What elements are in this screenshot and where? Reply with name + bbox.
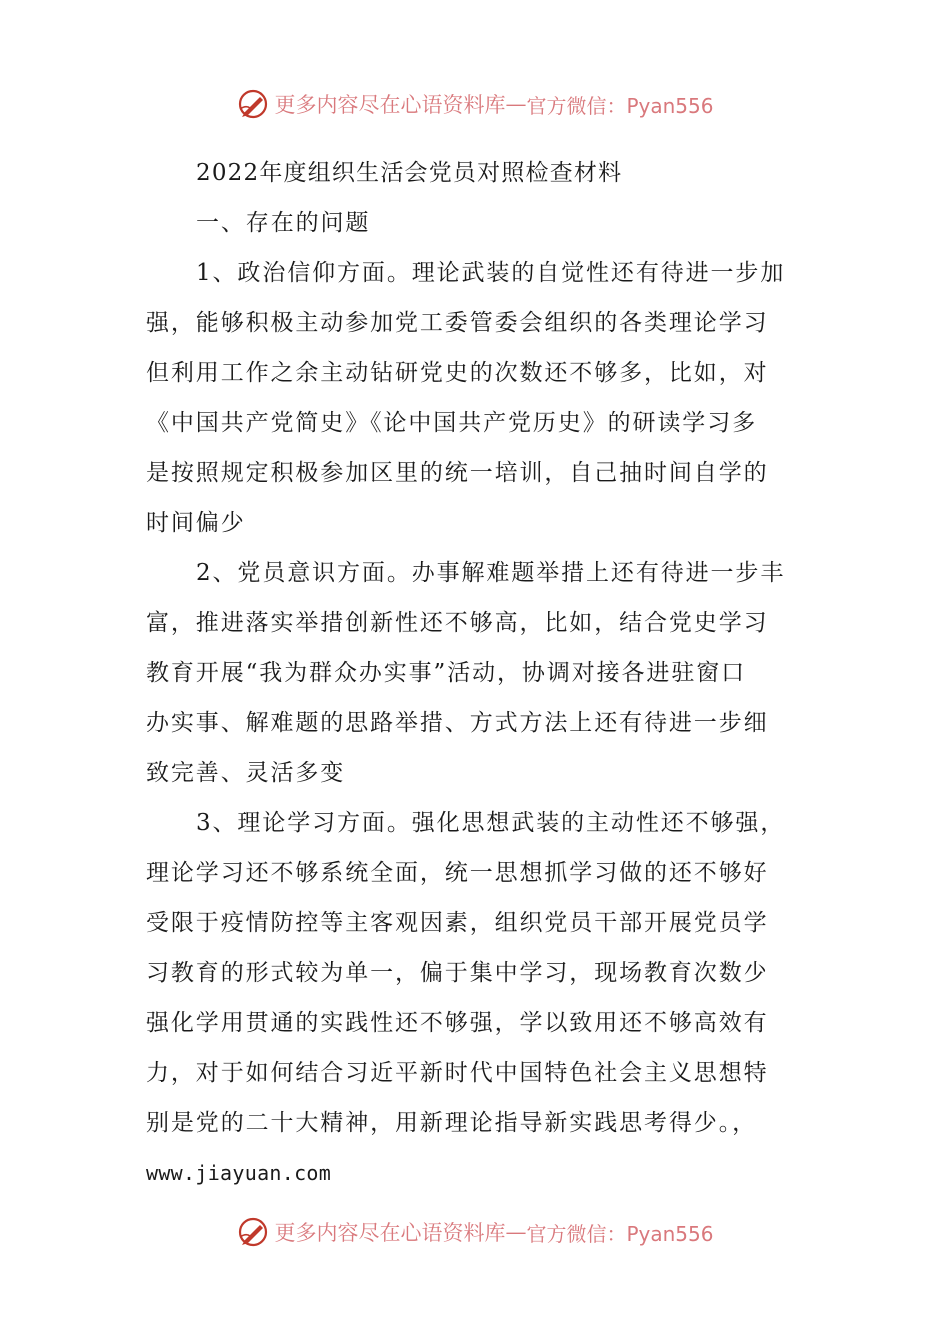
paragraph-line: 《中国共产党简史》《论中国共产党历史》的研读学习多 — [146, 410, 757, 436]
document-body — [146, 148, 806, 1198]
paragraph-line: 富，推进落实举措创新性还不够高，比如，结合党史学习 — [146, 610, 769, 636]
paragraph-line: 3、理论学习方面。强化思想武装的主动性还不够强， — [196, 810, 786, 836]
banner-site-text: 更多内容尽在心语资料库 — [274, 93, 506, 117]
paragraph-line: 教育开展“我为群众办实事”活动，协调对接各进驻窗口 — [146, 660, 747, 686]
paragraph-line: 别是党的二十大精神，用新理论指导新实践思考得少。， — [146, 1110, 757, 1136]
paragraph-line: 力，对于如何结合习近平新时代中国特色社会主义思想特 — [146, 1060, 769, 1086]
paragraph-line: 强化学用贯通的实践性还不够强，学以致用还不够高效有 — [146, 1010, 769, 1036]
paragraph-line: 受限于疫情防控等主客观因素，组织党员干部开展党员学 — [146, 910, 769, 936]
website-url: www.jiayuan.com — [146, 1161, 332, 1185]
banner-separator: — — [505, 1220, 527, 1244]
paragraph-theory-study — [146, 798, 806, 1148]
banner-site-text: 更多内容尽在心语资料库 — [274, 1221, 506, 1245]
document-title: 2022年度组织生活会党员对照检查材料 — [196, 160, 623, 186]
paragraph-line: 办实事、解难题的思路举措、方式方法上还有待进一步细 — [146, 710, 769, 736]
paragraph-line: 理论学习还不够系统全面，统一思想抓学习做的还不够好 — [146, 860, 769, 886]
paragraph-line: 1、政治信仰方面。理论武装的自觉性还有待进一步加 — [196, 260, 786, 286]
pen-circle-logo-icon — [236, 87, 270, 121]
pen-circle-logo-icon — [236, 1215, 270, 1249]
paragraph-line: 习教育的形式较为单一，偏于集中学习，现场教育次数少 — [146, 960, 769, 986]
paragraph-line: 是按照规定积极参加区里的统一培训，自己抽时间自学的 — [146, 460, 769, 486]
header-watermark-banner — [0, 84, 950, 124]
footer-watermark-banner — [0, 1212, 950, 1252]
banner-contact-text: 官方微信：Pyan556 — [526, 93, 714, 118]
section-heading: 一、存在的问题 — [196, 210, 371, 236]
paragraph-line: 但利用工作之余主动钻研党史的次数还不够多，比如，对 — [146, 360, 769, 386]
banner-separator: — — [505, 92, 527, 116]
paragraph-line: 2、党员意识方面。办事解难题举措上还有待进一步丰 — [196, 560, 786, 586]
paragraph-political-belief — [146, 248, 806, 548]
paragraph-party-awareness — [146, 548, 806, 798]
paragraph-line: 时间偏少 — [146, 510, 246, 536]
paragraph-line: 致完善、灵活多变 — [146, 760, 346, 786]
paragraph-line: 强，能够积极主动参加党工委管委会组织的各类理论学习 — [146, 310, 769, 336]
banner-contact-text: 官方微信：Pyan556 — [526, 1221, 714, 1246]
